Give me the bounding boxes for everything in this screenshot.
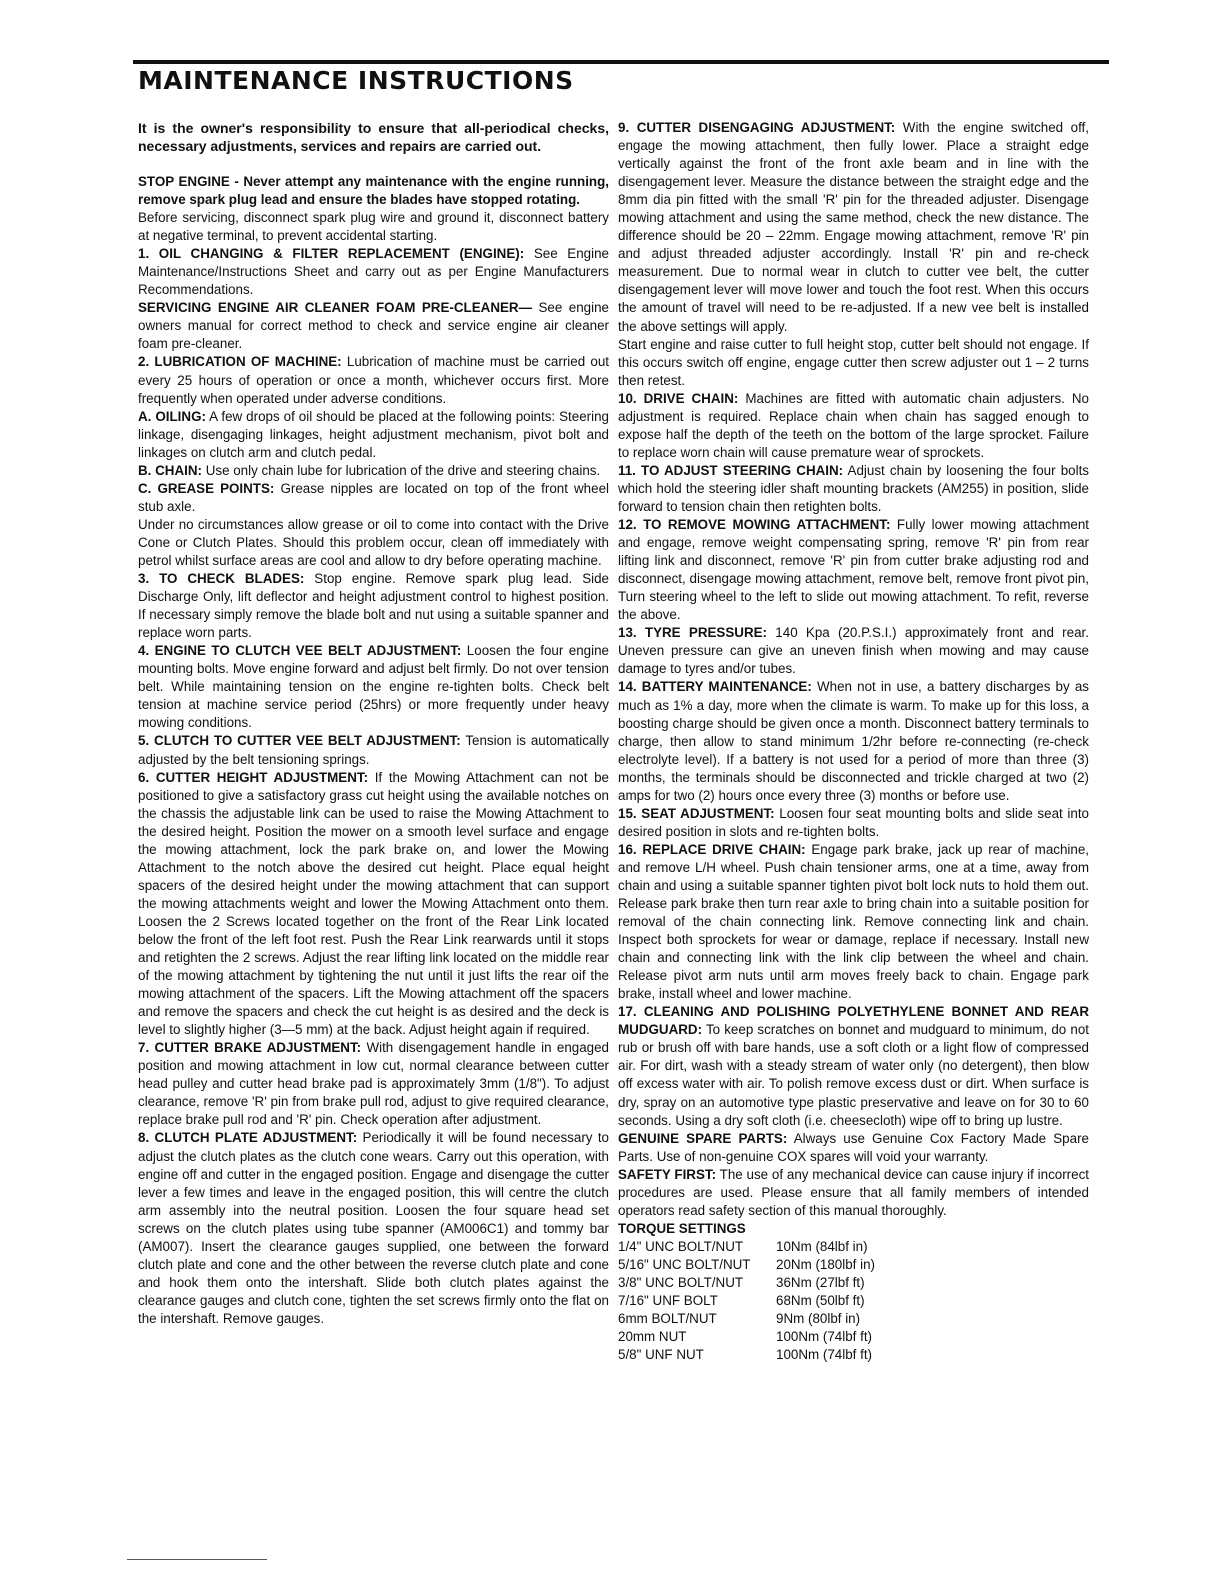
torque-value: 100Nm (74lbf ft) <box>776 1329 873 1345</box>
torque-row <box>618 1274 908 1292</box>
torque-value: 10Nm (84lbf in) <box>776 1238 868 1254</box>
section-b <box>138 462 609 480</box>
left-column <box>138 119 609 1328</box>
torque-item: 6mm BOLT/NUT <box>618 1311 717 1327</box>
section-b-text: Use only chain lube for lubrication of the drive and steering chains. <box>201 462 601 478</box>
top-rule <box>133 60 1109 64</box>
section-11 <box>618 462 1089 516</box>
stop-engine-warning: STOP ENGINE - Never attempt any maintenance with the engine running, remove spark plug lead and ensure the blades have stopped rotating. <box>138 174 609 208</box>
section-c-heading: C. GREASE POINTS: <box>138 480 275 496</box>
spare-parts-text: Always use Genuine Cox Factory Made Spare Parts. Use of non-genuine COX spares will void your warranty. <box>618 1130 1089 1164</box>
torque-item: 1/4" UNC BOLT/NUT <box>618 1238 744 1254</box>
torque-row <box>618 1310 908 1328</box>
section-9-note: Start engine and raise cutter to full height stop, cutter belt should not engage. If this occurs switch off engine, engage cutter then screw adjuster out 1 – 2 turns then retest. <box>618 336 1089 388</box>
section-b-heading: B. CHAIN: <box>138 462 202 478</box>
section-2 <box>138 353 609 407</box>
section-17 <box>618 1003 1089 1129</box>
torque-row <box>618 1328 908 1346</box>
section-15-text: Loosen four seat mounting bolts and slide seat into desired position in slots and re-tighten bolts. <box>618 805 1089 839</box>
stop-engine-text: Before servicing, disconnect spark plug wire and ground it, disconnect battery at negative terminal, to prevent accidental starting. <box>138 210 609 244</box>
torque-value: 100Nm (74lbf ft) <box>776 1347 873 1363</box>
torque-value: 20Nm (180lbf in) <box>776 1256 875 1272</box>
section-11-heading: 11. TO ADJUST STEERING CHAIN: <box>618 462 844 478</box>
torque-item: 5/8" UNF NUT <box>618 1347 704 1363</box>
section-6-text: If the Mowing Attachment can not be positioned to give a satisfactory grass cut height using the available notches on the chassis the adjustable link can be used to raise the Mowing Attachment to the desired height. Position the mower on a smooth level surface and engage the mowing attachment, lock the park brake on, and lower the Mowing Attachment to the notch above the desired cut height. Place equal height spacers of the desired height under the mowing attachment that can support the mowing attachments weight and lower the Mowing Attachment onto them. Loosen the 2 Screws located together on the front of the Rear Link located below the front of the left foot rest. Push the Rear Link rearwards until it stops and retighten the 2 screws. Adjust the rear lifting link located on the middle rear of the mowing attachment by tightening the nut until it just lifts the rear oif the mowing attachment of the spacers. Lift the Mowing attachment off the spacers and remove the spacers and check the cut height is as desired and the deck is level to slightly higher (3—5 mm) at the back. Adjust height again if required. <box>138 769 609 1038</box>
right-column <box>618 119 1089 1364</box>
section-14 <box>618 678 1089 804</box>
section-a-text: A few drops of oil should be placed at the following points: Steering linkage, disengaging linkages, height adjustment mechanism, pivot bolt and linkages on clutch arm and clutch pedal. <box>138 408 609 460</box>
section-3-text: Stop engine. Remove spark plug lead. Side Discharge Only, lift deflector and height adjustment control to highest position. If necessary simply remove the blade bolt and nut using a suitable spanner and replace worn parts. <box>138 571 610 641</box>
section-7-text: With disengagement handle in engaged position and mowing attachment in low cut, normal clearance between cutter head pulley and cutter head brake pad is approximately 3mm (1/8"). To adjust clearance, remove 'R' pin from brake pull rod, adjust to give required clearance, replace brake pull rod and 'R' pin. Check operation after adjustment. <box>138 1040 609 1128</box>
torque-row <box>618 1256 908 1274</box>
section-air-cleaner-text: See engine owners manual for correct method to check and service engine air cleaner foam pre-cleaner. <box>138 300 609 352</box>
section-10 <box>618 390 1089 462</box>
section-a <box>138 408 609 462</box>
section-10-text: Machines are fitted with automatic chain adjusters. No adjustment is required. Replace chain when chain has sagged enough to expose half the depth of the teeth on the bottom of the large sprocket. Failure to replace worn chain will cause premature wear of sprockets. <box>618 390 1089 460</box>
section-16-text: Engage park brake, jack up rear of machine, and remove L/H wheel. Push chain tensioner arms, one at a time, away from chain and using a suitable spanner tighten pivot bolt lock nuts to hold them out. Release park brake then turn rear axle to bring chain into a suitable position for removal of the chain connecting link. Remove connecting link and chain. Inspect both sprockets for wear or damage, replace if necessary. Install new chain and connecting link with the link clip between the wheel and chain. Release pivot arm nuts until arm moves freely back to chain. Engage park brake, install wheel and lower machine. <box>618 841 1089 1002</box>
section-8 <box>138 1129 609 1328</box>
section-air-cleaner-heading: SERVICING ENGINE AIR CLEANER FOAM PRE-CLEANER— <box>138 300 532 316</box>
section-5-heading: 5. CLUTCH TO CUTTER VEE BELT ADJUSTMENT: <box>138 733 461 749</box>
section-11-text: Adjust chain by loosening the four bolts which hold the steering idler shaft mounting brackets (AM255) in position, slide forward to tension chain then retighten bolts. <box>618 462 1089 514</box>
section-4 <box>138 642 609 732</box>
section-9-heading: 9. CUTTER DISENGAGING ADJUSTMENT: <box>618 120 896 135</box>
section-a-heading: A. OILING: <box>138 408 206 424</box>
spare-parts-heading: GENUINE SPARE PARTS: <box>618 1130 788 1146</box>
section-3-heading: 3. TO CHECK BLADES: <box>138 571 305 587</box>
safety-first-text: The use of any mechanical device can cause injury if incorrect procedures are used. Please ensure that all family members of intended operators read safety section of this manual thoroughly. <box>618 1166 1089 1218</box>
section-13 <box>618 624 1089 678</box>
section-12-heading: 12. TO REMOVE MOWING ATTACHMENT: <box>618 517 891 533</box>
section-c <box>138 480 609 516</box>
section-9-text: With the engine switched off, engage the mowing attachment, then fully lower. Place a straight edge vertically against the front of the front axle beam and in line with the disengagement lever. Measure the distance between the straight edge and the 8mm dia pin fitted with the small 'R' pin for the threaded adjuster. Disengage mowing attachment and using the same method, check the new distance. The difference should be 20 – 22mm. Engage mowing attachment, remove 'R' pin and adjust threaded adjuster accordingly. Install 'R' pin and re-check measurement. Due to normal wear in clutch to cutter vee belt, the cutter disengagement lever will move lower and touch the foot rest. When this occurs the amount of travel will need to be re-adjusted. If a new vee belt is installed the above settings will apply. <box>618 120 1089 334</box>
section-2-text: Lubrication of machine must be carried out every 25 hours of operation or once a month, whichever occurs first. More frequently when operated under adverse conditions. <box>138 354 609 406</box>
torque-row <box>618 1292 908 1310</box>
page-title: MAINTENANCE INSTRUCTIONS <box>138 66 574 95</box>
torque-heading: TORQUE SETTINGS <box>618 1220 746 1236</box>
section-5-text: Tension is automatically adjusted by the belt tensioning springs. <box>138 733 609 767</box>
section-8-text: Periodically it will be found necessary to adjust the clutch plates as the clutch cone wears. Carry out this operation, with engine off and cutter in the engaged position. Engage and disengage the cutter lever a few times and leave in the engaged position, this will centre the clutch arm assembly into the neutral position. Loosen the four square head set screws on the clutch plates using tube spanner (AM006C1) and tommy bar (AM007). Insert the clearance gauges supplied, one between the forward clutch plate and cone and the other between the reverse clutch plate and cone and hook them onto the intershaft. Slide both clutch plates against the clearance gauges and clutch cone, tighten the set screws firmly onto the flat on the intershaft. Remove gauges. <box>138 1130 610 1326</box>
section-8-heading: 8. CLUTCH PLATE ADJUSTMENT: <box>138 1130 358 1146</box>
torque-row <box>618 1238 908 1256</box>
section-4-text: Loosen the four engine mounting bolts. Move engine forward and adjust belt firmly. Do not over tension belt. While maintaining tension on the engine re-tighten bolts. Check belt tension at machine service period (25hrs) or more frequently under heavy mowing conditions. <box>138 643 609 731</box>
section-17-heading: 17. CLEANING AND POLISHING POLYETHYLENE BONNET AND REAR MUDGUARD: <box>618 1004 1089 1038</box>
section-12 <box>618 516 1089 624</box>
torque-value: 68Nm (50lbf ft) <box>776 1293 865 1309</box>
section-17-text: To keep scratches on bonnet and mudguard to minimum, do not rub or brush off with bare hands, use a soft cloth or a light flow of compressed air. For dirt, wash with a steady stream of water only (no detergent), then blow off excess water with air. To polish remove excess dust or dirt. When surface is dry, spray on an automotive type plastic preservative and leave on for 30 to 60 seconds. Using a dry soft cloth (i.e. cheesecloth) wipe off to bring up lustre. <box>618 1022 1089 1128</box>
section-16-heading: 16. REPLACE DRIVE CHAIN: <box>618 841 806 857</box>
section-1 <box>138 245 609 299</box>
section-1-text: See Engine Maintenance/Instructions Sheet and carry out as per Engine Manufacturers Recommendations. <box>138 246 609 298</box>
safety-first <box>618 1166 1089 1220</box>
section-6-heading: 6. CUTTER HEIGHT ADJUSTMENT: <box>138 769 369 785</box>
section-12-text: Fully lower mowing attachment and engage, remove weight compensating spring, remove 'R' pin from rear lifting link and disconnect, remove 'R' pin from cutter brake adjusting rod and disconnect, disengage mowing attachment, remove belt, remove front pivot pin, Turn steering wheel to the left to slide out mowing attachment. To refit, reverse the above. <box>618 517 1089 623</box>
safety-first-heading: SAFETY FIRST: <box>618 1166 717 1182</box>
section-13-heading: 13. TYRE PRESSURE: <box>618 625 768 641</box>
torque-value: 9Nm (80lbf in) <box>776 1311 861 1327</box>
torque-item: 3/8" UNC BOLT/NUT <box>618 1275 744 1290</box>
section-7-heading: 7. CUTTER BRAKE ADJUSTMENT: <box>138 1040 362 1056</box>
section-1-heading: 1. OIL CHANGING & FILTER REPLACEMENT (ENGINE): <box>138 246 525 262</box>
torque-table <box>618 1238 908 1364</box>
grease-note: Under no circumstances allow grease or oil to come into contact with the Drive Cone or Clutch Plates. Should this problem occur, clean off immediately with petrol whilst surface areas are cool and allow to dry before operating machine. <box>138 516 609 568</box>
section-14-text: When not in use, a battery discharges by as much as 1% a day, more when the climate is warm. To make up for this loss, a boosting charge should be given once a month. Disconnect battery terminals to charge, then allow to stand minimum 1/2hr before re-connecting (re-check electrolyte level). If a battery is not used for a period of more than three (3) months, the terminals should be disconnected and trickle charged at two (2) amps for two (2) hours once every three (3) months or before use. <box>618 679 1089 803</box>
section-13-text: 140 Kpa (20.P.S.I.) approximately front and rear. Uneven pressure can give an uneven finish when mowing and may cause damage to tyres and/or tubes. <box>618 625 1089 677</box>
section-c-text: Grease nipples are located on top of the front wheel stub axle. <box>138 480 609 514</box>
torque-value: 36Nm (27lbf ft) <box>776 1275 865 1290</box>
section-14-heading: 14. BATTERY MAINTENANCE: <box>618 679 812 695</box>
section-2-heading: 2. LUBRICATION OF MACHINE: <box>138 354 342 370</box>
section-10-heading: 10. DRIVE CHAIN: <box>618 390 739 406</box>
section-5 <box>138 732 609 768</box>
footer-line <box>127 1559 267 1560</box>
section-7 <box>138 1039 609 1129</box>
section-6 <box>138 769 609 1040</box>
torque-row <box>618 1346 908 1364</box>
section-9 <box>618 119 1089 336</box>
section-4-heading: 4. ENGINE TO CLUTCH VEE BELT ADJUSTMENT: <box>138 643 462 659</box>
section-15-heading: 15. SEAT ADJUSTMENT: <box>618 805 775 821</box>
torque-item: 5/16" UNC BOLT/NUT <box>618 1256 751 1272</box>
section-3 <box>138 570 609 642</box>
spare-parts <box>618 1130 1089 1166</box>
torque-item: 20mm NUT <box>618 1329 687 1345</box>
torque-item: 7/16" UNF BOLT <box>618 1293 718 1309</box>
intro-paragraph: It is the owner's responsibility to ensure that all-periodical checks, necessary adjustments, services and repairs are carried out. <box>138 120 609 154</box>
section-16 <box>618 841 1089 1003</box>
section-air-cleaner <box>138 299 609 353</box>
section-15 <box>618 805 1089 841</box>
